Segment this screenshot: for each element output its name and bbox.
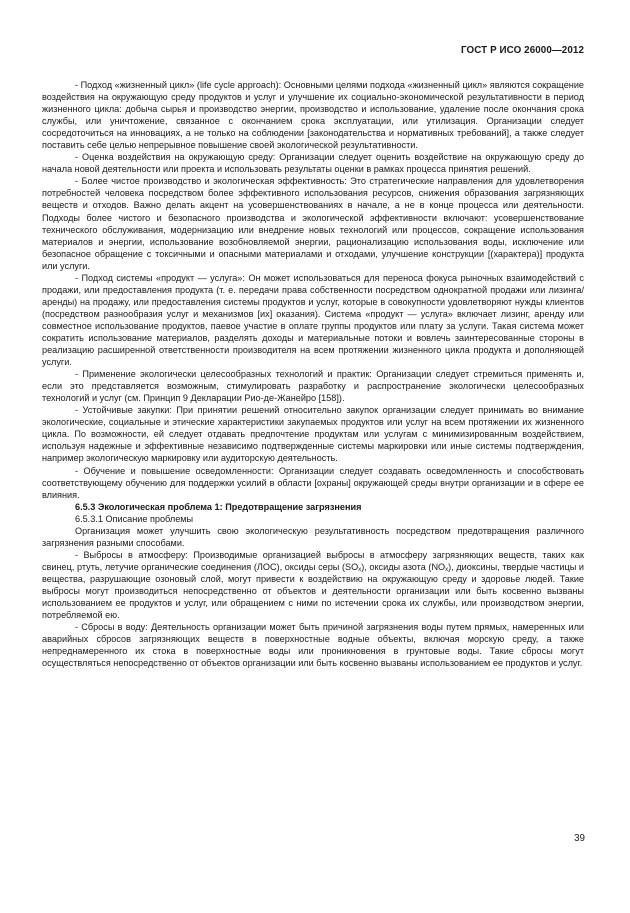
emissions-text-2: ), оксиды азота (NO [361,561,446,572]
paragraph-learning-awareness: - Обучение и повышение осведомленности: Организации следует создавать осведомленность и способствовать соответствующему обучению для поддержки усилий в области [охраны] окружающей среды внутри организации и в сфере ее влияния. [42,465,584,500]
emissions-subscript-1: x [358,566,362,573]
emissions-text-3: ), диоксины, твердые частицы и вещества, разрушающие озоновый слой, могут привести к воздействию на окружающую среду и здоровье людей. Такие выбросы могут производиться непосредственно от объектов и деятельности организации или быть косвенно вызваны использованием ее продуктов и услуг, или обращением с ними по истечении срока их службы, или производством энергии, потребляемой ею. [42,561,584,621]
standard-header: ГОСТ Р ИСО 26000—2012 [461,45,584,56]
subsection-title: 6.5.3.1 Описание проблемы [75,513,194,524]
paragraph-impact-assessment: - Оценка воздействия на окружающую среду: Организации следует оценить воздействие на окружающую среду до начала новой деятельности или проекта и использовать результаты оценки в рамках процесса принятия решений. [42,152,584,175]
emissions-subscript-2: x [445,566,449,573]
paragraph-sound-technologies: - Применение экологически целесообразных технологий и практик: Организации следует стремиться применять и, если это представляется возможным, стимулировать разработку и распространение экологически целесообразных технологий и услуг (см. Принцип 9 Декларации Рио-де-Жанейро [158]). [42,369,584,404]
section-heading: 6.5.3 Экологическая проблема 1: Предотвращение загрязнения [75,501,362,512]
paragraph-intro: Организация может улучшить свою экологическую результативность посредством предотвращения различного загрязнения разными способами. [42,525,584,548]
document-body [42,79,584,669]
paragraph-cleaner-production: - Более чистое производство и экологическая эффективность: Это стратегические направления для удовлетворения потребностей человека посредством более эффективного использования ресурсов, снижения образования загрязняющих веществ и отходов. Важно делать акцент на усовершенствованиях в начале, а не в конце процесса или деятельности. Подходы более чистого и безопасного производства и экологической эффективности включают: усовершенствование технического обслуживания, модернизацию или внедрение новых технологий или процессов, сокращение использования материалов и энергии, использование возобновляемой энергии, рационализацию использования воды, исключение или безопасное обращение с токсичными и опасными материалами и отходами, улучшение конструкции [(характера)] продукта или услуги. [42,176,584,271]
paragraph-product-service-system: - Подход системы «продукт — услуга»: Он может использоваться для переноса фокуса рыночных взаимодействий с продажи, или предоставления продукта (т. е. передачи права собственности посредством однократной продажи или лизинга/аренды) на продажу, или предоставления системы продуктов и услуг, которые в совокупности удовлетворяют нужды клиентов (посредством разнообразия услуг и механизмов [их] оказания). Система «продукт — услуга» включает лизинг, аренду или совместное использование продуктов, паевое участие в оплате группы продуктов или плату за услуги. Такая система может сократить использование материалов, разделять доходы и материальные потоки и вовлечь заинтересованные стороны в реализацию расширенной ответственности производителя на всем протяжении жизненного цикла продукта и дополняющей услуги. [42,272,584,368]
paragraph-sustainable-procurement: - Устойчивые закупки: При принятии решений относительно закупок организации следует принимать во внимание экологические, социальные и этические характеристики закупаемых продуктов или услуг на всем протяжении их жизненного цикла. По возможности, ей следует отдавать предпочтение продуктам или услугам с минимизированным воздействием, используя надежные и эффективные независимо подтвержденные системы маркировки или иные системы подтверждения, например экологическую маркировку или аудиторскую деятельность. [42,405,584,464]
emissions-text-1: - Выбросы в атмосферу: Производимые организацией выбросы в атмосферу загрязняющих веществ, таких как свинец, ртуть, летучие органические соединения (ЛОС), оксиды серы (SO [42,549,584,572]
paragraph-water-discharges: - Сбросы в воду: Деятельность организации может быть причиной загрязнения воды путем прямых, намеренных или аварийных сбросов загрязняющих веществ в поверхностные водные объекты, включая морскую среду, а также непреднамеренного их стока в поверхностные воды или проникновения в грунтовые воды. Такие сбросы могут осуществляться непосредственно от объектов организации или быть косвенно вызваны использованием ее продуктов и услуг. [42,622,584,669]
paragraph-air-emissions [42,549,584,621]
paragraph-life-cycle: - Подход «жизненный цикл» (life cycle approach): Основными целями подхода «жизненный цикл» являются сокращение воздействия на окружающую среду продуктов и услуг и улучшение их социально-экономической результативности в период жизненного цикла: добыча сырья и производство энергии, производство и использование, удаление после окончания срока службы, или уничтожение, связанное с окончанием срока эксплуатации, или утилизация. Организации следует сосредоточиться на инновациях, а не только на соблюдении [законодательства и нормативных требований], а также следует поставить себе целью непрерывное повышение своей экологической результативности. [42,80,584,151]
page-number: 39 [574,833,585,844]
